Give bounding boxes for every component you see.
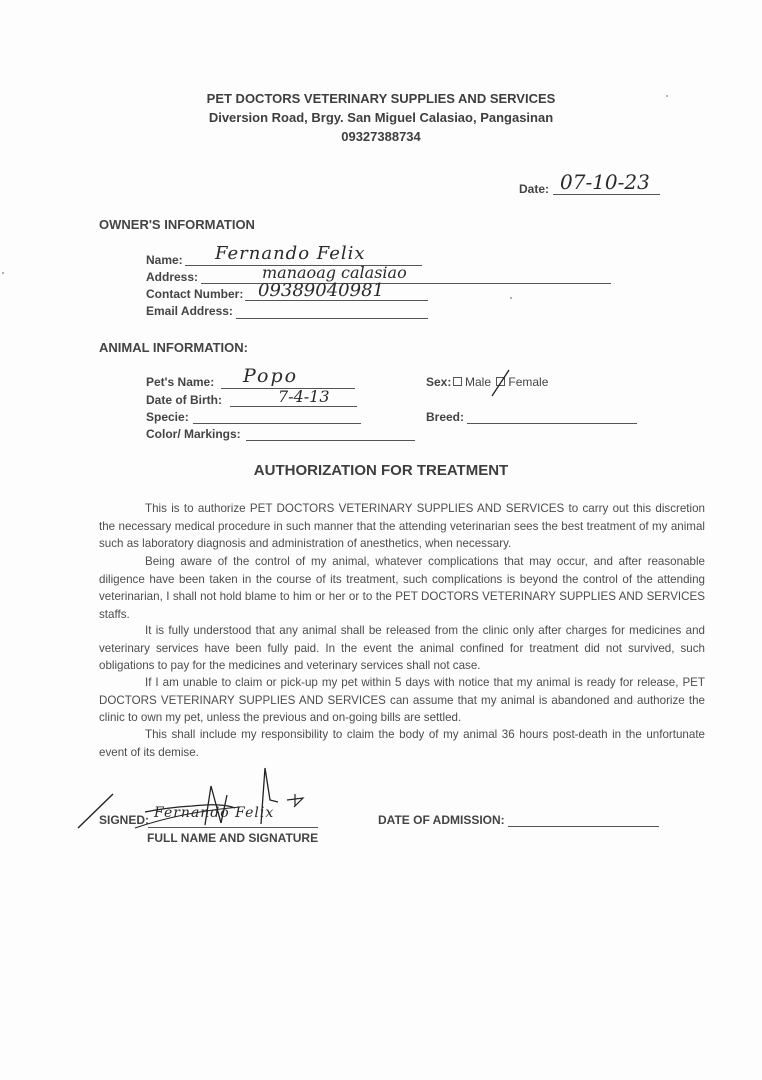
male-label: Male [465, 375, 492, 389]
male-checkbox[interactable] [453, 377, 462, 386]
owner-contact-value[interactable]: 09389040981 [258, 280, 384, 301]
auth-paragraph-5: This shall include my responsibility to claim the body of my animal 36 hours post-death in the unfortunate event of its demise. [99, 728, 705, 759]
auth-paragraph-2: Being aware of the control of my animal, whatever complications that may occur, and after reasonable diligence have been taken in the course of its treatment, such complications is beyond the control of the attending veterinarian, I shall not hold blame to him or her or to the PET DOCTORS VETERINARY SUPPLIES AND SERVICES staffs. [99, 555, 705, 621]
owner-email-label: Email Address: [146, 304, 233, 318]
breed-label: Breed: [426, 410, 465, 424]
date-label: Date: [519, 182, 550, 196]
admission-line[interactable] [508, 826, 659, 827]
breed-line[interactable] [467, 423, 637, 424]
auth-paragraph-4: If I am unable to claim or pick-up my pet within 5 days with notice that my animal is ready for release, PET DOCTORS VETERINARY SUPPLIES AND SERVICES can assume that my animal is abandoned and authorize the clinic to own my pet, unless the previous and on-going bills are settled. [99, 676, 705, 724]
auth-paragraph-1: This is to authorize PET DOCTORS VETERINARY SUPPLIES AND SERVICES to carry out this discretion the necessary medical procedure in such manner that the attending veterinarian sees the best treatment of my animal such as laboratory diagnosis and administration of anesthetics, when necessary. [99, 502, 705, 550]
signed-label: SIGNED: [99, 813, 150, 827]
scan-speck [2, 272, 4, 274]
authorization-title: AUTHORIZATION FOR TREATMENT [253, 462, 509, 479]
owner-name-label: Name: [146, 253, 183, 267]
owner-email-line[interactable] [236, 318, 428, 319]
company-address: Diversion Road, Brgy. San Miguel Calasiao, Pangasinan [208, 110, 554, 125]
company-phone: 09327388734 [341, 129, 421, 144]
color-label: Color/ Markings: [146, 427, 241, 441]
animal-heading: ANIMAL INFORMATION: [99, 340, 248, 355]
signature-scribble [75, 760, 325, 840]
sex-label: Sex: [426, 375, 452, 389]
pet-name-label: Pet's Name: [146, 375, 215, 389]
scan-speck [510, 297, 512, 299]
color-line[interactable] [246, 440, 415, 441]
scan-speck [666, 95, 668, 97]
auth-paragraph-3: It is fully understood that any animal shall be released from the clinic only after charges for medicines and veterinary services have been fully paid. In the event the animal confined for treatment did not survived, such obligations to pay for the medicines and veterinary services shall not case. [99, 624, 705, 672]
owner-address-label: Address: [146, 270, 199, 284]
admission-label: DATE OF ADMISSION: [378, 813, 505, 827]
full-name-caption: FULL NAME AND SIGNATURE [147, 831, 319, 845]
owner-name-value[interactable]: Fernando Felix [215, 243, 366, 264]
owner-address-value[interactable]: manaoag calasiao [262, 263, 407, 282]
date-value[interactable]: 07-10-23 [560, 170, 650, 194]
dob-value[interactable]: 7-4-13 [278, 387, 330, 406]
female-check-mark [488, 368, 512, 398]
pet-name-value[interactable]: Popo [243, 365, 299, 387]
owner-contact-label: Contact Number: [146, 287, 244, 301]
dob-label: Date of Birth: [146, 393, 222, 407]
company-name: PET DOCTORS VETERINARY SUPPLIES AND SERVICES [206, 91, 556, 106]
dob-line [230, 406, 357, 407]
owner-heading: OWNER'S INFORMATION [99, 217, 255, 232]
date-line [553, 194, 660, 195]
female-label: Female [508, 375, 549, 389]
specie-label: Specie: [146, 410, 189, 424]
signed-name-value[interactable]: Fernando Felix [154, 805, 275, 821]
specie-line[interactable] [193, 423, 361, 424]
